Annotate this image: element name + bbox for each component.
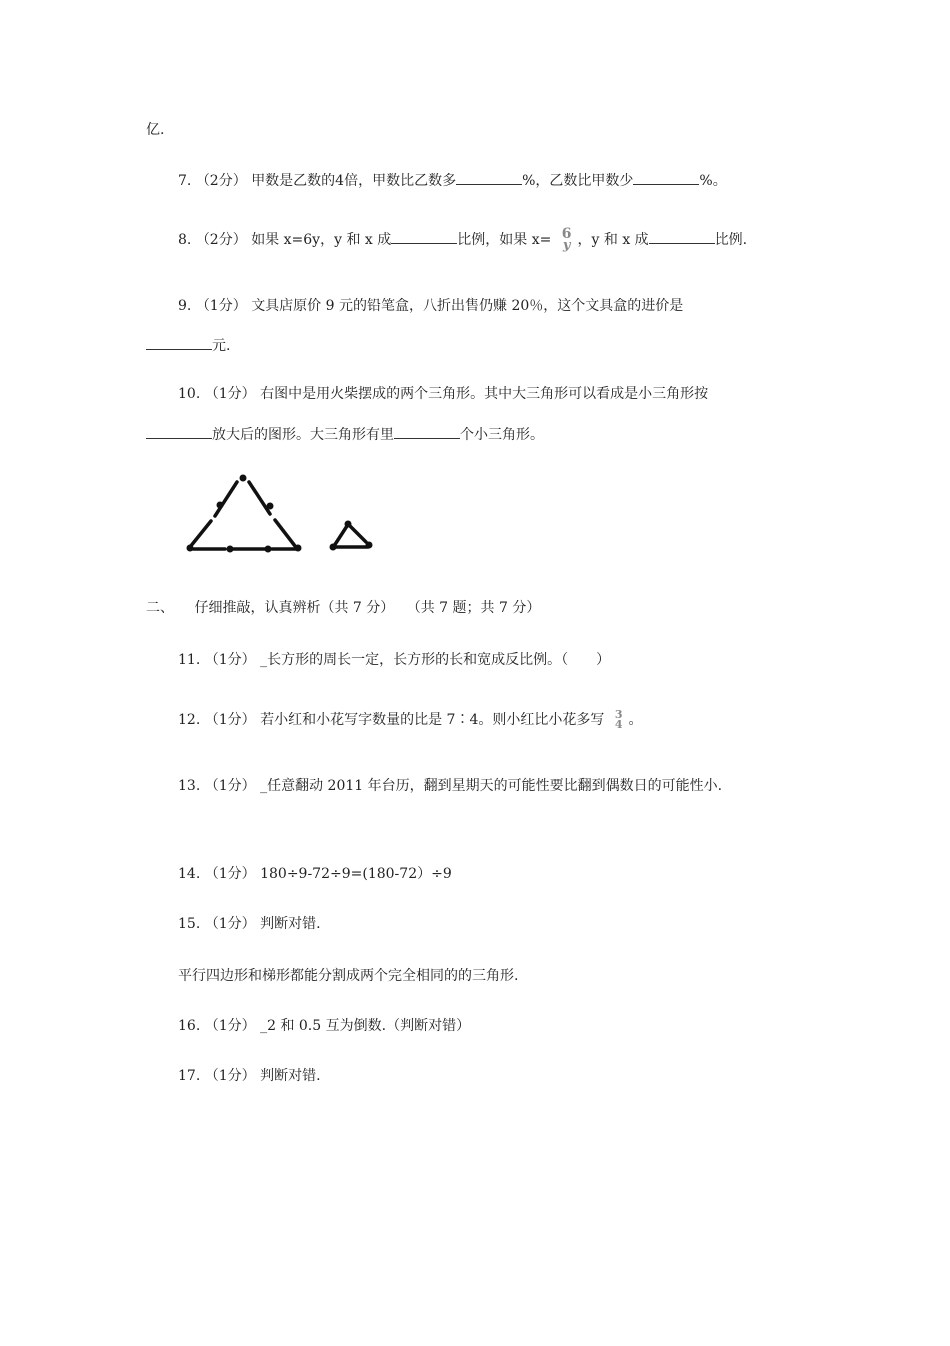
question-number: 10. xyxy=(178,386,201,402)
question-17 xyxy=(178,1066,321,1086)
question-10-continued: 放大后的图形。大三角形有里 个小三角形。 xyxy=(146,424,544,445)
question-11 xyxy=(178,650,610,670)
question-number: 9. xyxy=(178,298,192,314)
question-15-statement: 平行四边形和梯形都能分割成两个完全相同的的三角形. xyxy=(178,968,519,984)
question-number: 13. xyxy=(178,778,201,794)
question-number: 17. xyxy=(178,1068,201,1084)
section-info: （共 7 题；共 7 分） xyxy=(406,600,541,616)
previous-question-tail: 亿. xyxy=(146,122,165,138)
question-score: （2分） xyxy=(195,173,247,189)
section-2-header xyxy=(146,598,540,618)
question-7: 7. （2分） 甲数是乙数的4倍，甲数比乙数多 %，乙数比甲数少 %。 xyxy=(178,170,727,191)
question-number: 12. xyxy=(178,712,201,728)
question-score: （1分） xyxy=(204,866,256,882)
question-score: （1分） xyxy=(204,778,256,794)
question-8: 8. （2分） 如果 x=6y，y 和 x 成 比例，如果 x= 6 y ，y 和 x 成 比例. xyxy=(178,226,748,253)
matchstick-triangles-figure xyxy=(180,470,380,560)
question-text: 180÷9-72÷9=(180-72）÷9 xyxy=(260,866,452,882)
question-text: 判断对错. xyxy=(260,1068,321,1084)
question-10 xyxy=(178,384,708,404)
fraction-3-over-4: 3 4 xyxy=(614,708,623,731)
question-score: （1分） xyxy=(195,298,247,314)
small-triangle xyxy=(334,526,368,547)
answer-blank[interactable] xyxy=(146,335,212,350)
question-score: （1分） xyxy=(204,1068,256,1084)
large-triangle xyxy=(190,482,297,549)
section-label: 二、 xyxy=(146,600,174,616)
question-number: 14. xyxy=(178,866,201,882)
question-text: 判断对错. xyxy=(260,916,321,932)
question-number: 15. xyxy=(178,916,201,932)
question-score: （2分） xyxy=(195,232,247,248)
question-text: 若小红和小花写字数量的比是 7∶4。则小红比小花多写 xyxy=(260,712,605,728)
question-number: 8. xyxy=(178,232,192,248)
question-text: _长方形的周长一定，长方形的长和宽成反比例。（ ） xyxy=(260,652,611,668)
question-score: （1分） xyxy=(204,386,256,402)
answer-blank[interactable] xyxy=(649,229,715,244)
question-9-continued: 元. xyxy=(146,335,230,356)
question-score: （1分） xyxy=(204,712,256,728)
answer-blank[interactable] xyxy=(394,424,460,439)
section-title: 仔细推敲，认真辨析（共 7 分） xyxy=(194,600,395,616)
answer-blank[interactable] xyxy=(456,170,522,185)
answer-blank[interactable] xyxy=(391,229,457,244)
question-number: 16. xyxy=(178,1018,201,1034)
question-12: 12. （1分） 若小红和小花写字数量的比是 7∶4。则小红比小花多写 3 4 。 xyxy=(178,708,643,731)
question-16 xyxy=(178,1016,470,1036)
question-text: 如果 x=6y，y 和 x 成 xyxy=(251,232,392,248)
question-text: _任意翻动 2011 年台历，翻到星期天的可能性要比翻到偶数日的可能性小. xyxy=(260,778,723,794)
question-text: _2 和 0.5 互为倒数.（判断对错） xyxy=(260,1018,471,1034)
question-13 xyxy=(178,776,722,796)
answer-blank[interactable] xyxy=(146,424,212,439)
fraction-6-over-y: 6 y xyxy=(561,226,572,253)
question-number: 11. xyxy=(178,652,201,668)
question-9 xyxy=(178,296,683,316)
question-text: 甲数是乙数的4倍，甲数比乙数多 xyxy=(251,173,457,189)
large-triangle-match-heads xyxy=(187,475,302,553)
question-score: （1分） xyxy=(204,652,256,668)
question-score: （1分） xyxy=(204,916,256,932)
question-score: （1分） xyxy=(204,1018,256,1034)
question-text: 右图中是用火柴摆成的两个三角形。其中大三角形可以看成是小三角形按 xyxy=(260,386,709,402)
question-15 xyxy=(178,914,321,934)
question-14 xyxy=(178,864,452,884)
answer-blank[interactable] xyxy=(633,170,699,185)
question-text: 文具店原价 9 元的铅笔盒，八折出售仍赚 20％，这个文具盒的进价是 xyxy=(251,298,684,314)
question-number: 7. xyxy=(178,173,192,189)
